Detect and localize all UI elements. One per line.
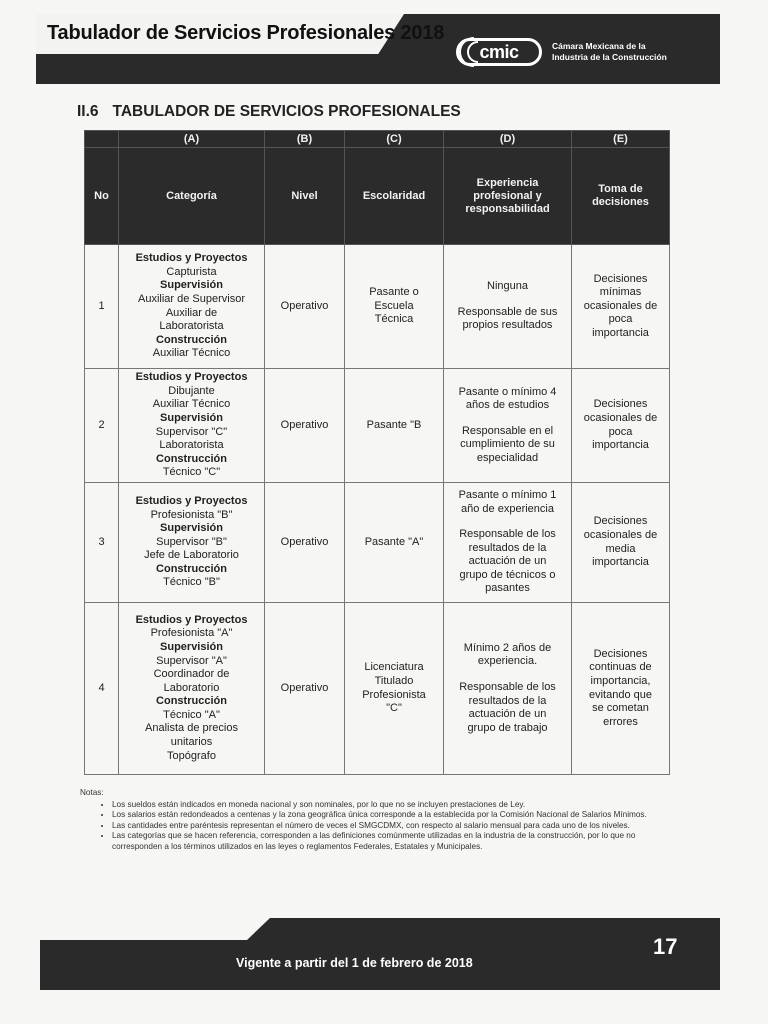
note-item: • Los salarios están redondeados a centenas y la zona geográfica única corresponde a la establecida por la Comisión Nacional de Salarios Mínimos. — [112, 810, 680, 821]
category-item: Auxiliar de — [165, 306, 218, 319]
category-item: Auxiliar de Supervisor — [138, 292, 245, 305]
column-letter — [85, 131, 119, 148]
cell-escolaridad — [345, 603, 444, 775]
column-letter: (D) — [444, 131, 572, 148]
notes-list — [80, 800, 680, 853]
table-row — [85, 369, 670, 483]
category-item: Jefe de Laboratorio — [144, 549, 239, 562]
cell-escolaridad — [345, 483, 444, 603]
responsabilidad-line: Responsable de los — [459, 680, 556, 693]
cell-experiencia — [444, 483, 572, 603]
category-item: Auxiliar Técnico — [152, 347, 231, 360]
header-experiencia-line: Experiencia — [476, 176, 539, 189]
cell-escolaridad — [345, 245, 444, 369]
category-group-heading: Construcción — [156, 562, 227, 575]
experiencia-spacer — [444, 669, 571, 681]
footer-corner — [40, 918, 270, 940]
responsabilidad-line: propios resultados — [462, 319, 553, 332]
category-item: Profesionista "A" — [150, 627, 233, 640]
experiencia-line: Pasante o mínimo 1 — [458, 488, 557, 501]
cell-no: 4 — [85, 603, 119, 775]
responsabilidad-line: grupo de técnicos o — [459, 568, 556, 581]
header-toma-decisiones — [572, 148, 670, 245]
header-escolaridad: Escolaridad — [345, 148, 444, 245]
category-item: unitarios — [170, 736, 213, 749]
category-item: Analista de precios — [145, 722, 238, 735]
header-categoria: Categoría — [119, 148, 265, 245]
category-group-heading: Supervisión — [160, 640, 223, 653]
cell-no: 2 — [85, 369, 119, 483]
escolaridad-line: Titulado — [374, 674, 414, 687]
decisiones-line: Decisiones — [593, 272, 648, 285]
category-group-heading: Estudios y Proyectos — [135, 371, 248, 384]
category-item: Laboratorista — [159, 320, 224, 333]
page-number: 17 — [653, 934, 678, 959]
category-item: Supervisor "B" — [156, 535, 227, 548]
category-group-heading: Supervisión — [160, 279, 223, 292]
category-group-heading: Construcción — [156, 695, 227, 708]
responsabilidad-line: cumplimiento de su — [460, 438, 555, 451]
notes-label: Notas: — [80, 788, 104, 797]
category-item: Dibujante — [168, 384, 215, 397]
notes-section — [80, 788, 680, 853]
validity-text: Vigente a partir del 1 de febrero de 2018 — [236, 956, 473, 970]
decisiones-line: evitando que — [589, 688, 652, 701]
column-headers-row — [85, 148, 670, 245]
chamber-name-line-2: Industria de la Construcción — [552, 52, 667, 62]
category-group-heading: Supervisión — [160, 522, 223, 535]
column-letter: (C) — [345, 131, 444, 148]
responsabilidad-line: Responsable en el — [461, 424, 554, 437]
escolaridad-line: Profesionista — [362, 688, 426, 701]
cell-nivel: Operativo — [265, 245, 345, 369]
decisiones-line: importancia, — [590, 674, 651, 687]
decisiones-line: ocasionales de — [583, 411, 658, 424]
decisiones-line: Decisiones — [593, 398, 648, 411]
column-letter: (B) — [265, 131, 345, 148]
responsabilidad-line: actuación de un — [468, 555, 547, 568]
escolaridad-line: Técnica — [374, 313, 414, 326]
experiencia-line: año de experiencia — [461, 502, 554, 515]
experiencia-spacer — [444, 413, 571, 425]
header-toma-line: decisiones — [592, 196, 649, 208]
category-group-heading: Estudios y Proyectos — [135, 252, 248, 265]
cell-experiencia — [444, 369, 572, 483]
decisiones-line: Decisiones — [593, 515, 648, 528]
table-row — [85, 483, 670, 603]
category-item: Coordinador de — [153, 668, 230, 681]
cell-decisiones — [572, 483, 670, 603]
section-number: II.6 — [77, 103, 99, 120]
category-item: Auxiliar Técnico — [152, 398, 231, 411]
escolaridad-line: Licenciatura — [364, 661, 424, 674]
category-group-heading: Supervisión — [160, 411, 223, 424]
cell-no: 3 — [85, 483, 119, 603]
cmic-logo — [456, 38, 542, 66]
responsabilidad-line: Responsable de sus — [457, 305, 558, 318]
responsabilidad-line: actuación de un — [468, 708, 547, 721]
column-letter: (E) — [572, 131, 670, 148]
category-item: Profesionista "B" — [150, 508, 233, 521]
escolaridad-line: Pasante o — [369, 286, 419, 299]
header-nivel: Nivel — [265, 148, 345, 245]
responsabilidad-line: grupo de trabajo — [467, 721, 548, 734]
cell-nivel: Operativo — [265, 603, 345, 775]
decisiones-line: poca — [608, 425, 633, 438]
responsabilidad-line: Responsable de los — [459, 528, 556, 541]
note-item: • Las categorías que se hacen referencia, corresponden a las definiciones comúnmente utilizadas en la industria de la construcción, por lo que no corresponden a los términos utilizados en las leyes o reglamentos Federales, Estatales y Municipales. — [112, 831, 680, 852]
category-group-heading: Construcción — [156, 452, 227, 465]
category-group-heading: Estudios y Proyectos — [135, 613, 248, 626]
experiencia-line: Ninguna — [487, 280, 528, 293]
note-item: • Los sueldos están indicados en moneda nacional y son nominales, por lo que no se incluyen prestaciones de Ley. — [112, 800, 680, 811]
category-group-heading: Estudios y Proyectos — [135, 494, 248, 507]
note-item: • Las cantidades entre paréntesis representan el número de veces el SMGCDMX, con respecto al salario mensual para cada uno de los niveles. — [112, 821, 680, 832]
header-experiencia-line: responsabilidad — [465, 202, 550, 215]
header-experiencia-line: profesional y — [473, 189, 542, 202]
experiencia-line: Mínimo 2 años de — [463, 641, 552, 654]
cell-decisiones — [572, 603, 670, 775]
category-item: Técnico "A" — [163, 708, 220, 721]
cell-experiencia — [444, 603, 572, 775]
decisiones-line: poca — [608, 313, 633, 326]
cell-nivel: Operativo — [265, 369, 345, 483]
category-item: Técnico "C" — [162, 466, 221, 479]
chamber-name — [552, 41, 702, 63]
column-letter: (A) — [119, 131, 265, 148]
category-item: Capturista — [166, 265, 217, 278]
escolaridad-line: "C" — [386, 702, 402, 715]
cell-categoria — [119, 603, 265, 775]
cell-escolaridad — [345, 369, 444, 483]
document-title: Tabulador de Servicios Profesionales 2018 — [47, 22, 445, 44]
decisiones-line: errores — [603, 715, 638, 728]
cell-categoria — [119, 483, 265, 603]
category-item: Laboratorista — [159, 439, 224, 452]
experiencia-line: Pasante o mínimo 4 — [458, 385, 557, 398]
table-row — [85, 603, 670, 775]
decisiones-line: se cometan — [592, 702, 649, 715]
section-heading — [77, 103, 461, 121]
cell-experiencia — [444, 245, 572, 369]
cell-categoria — [119, 369, 265, 483]
header-no: No — [85, 148, 119, 245]
decisiones-line: ocasionales de — [583, 528, 658, 541]
decisiones-line: media — [605, 542, 636, 555]
experiencia-spacer — [444, 516, 571, 528]
responsabilidad-line: resultados de la — [468, 541, 547, 554]
decisiones-line: importancia — [592, 439, 649, 452]
decisiones-line: ocasionales de — [583, 299, 658, 312]
cmic-logo-text: cmic — [479, 41, 519, 62]
category-item: Técnico "B" — [163, 576, 220, 589]
escolaridad-line: Pasante "A" — [364, 535, 424, 548]
escolaridad-line: Escuela — [374, 299, 414, 312]
table-body — [85, 245, 670, 775]
cell-nivel: Operativo — [265, 483, 345, 603]
table-row — [85, 245, 670, 369]
experiencia-spacer — [444, 294, 571, 306]
decisiones-line: importancia — [592, 556, 649, 569]
decisiones-line: Decisiones — [593, 647, 648, 660]
header-toma-line: Toma de — [598, 183, 643, 195]
responsabilidad-line: resultados de la — [468, 694, 547, 707]
experiencia-line: años de estudios — [465, 399, 550, 412]
cell-decisiones — [572, 369, 670, 483]
services-table — [84, 130, 670, 775]
cell-no: 1 — [85, 245, 119, 369]
category-item: Supervisor "A" — [156, 654, 227, 667]
decisiones-line: continuas de — [589, 661, 652, 674]
chamber-name-line-1: Cámara Mexicana de la — [552, 41, 646, 51]
section-title: TABULADOR DE SERVICIOS PROFESIONALES — [112, 103, 461, 120]
category-item: Laboratorio — [163, 681, 220, 694]
responsabilidad-line: especialidad — [476, 451, 539, 464]
decisiones-line: mínimas — [599, 286, 642, 299]
column-letters-row — [85, 131, 670, 148]
category-item: Topógrafo — [167, 749, 216, 762]
header-experiencia — [444, 148, 572, 245]
cell-categoria — [119, 245, 265, 369]
category-item: Supervisor "C" — [155, 425, 228, 438]
escolaridad-line: Pasante "B — [366, 418, 422, 431]
cell-decisiones — [572, 245, 670, 369]
responsabilidad-line: pasantes — [485, 582, 530, 595]
experiencia-line: experiencia. — [477, 655, 538, 668]
decisiones-line: importancia — [592, 326, 649, 339]
category-group-heading: Construcción — [156, 333, 227, 346]
